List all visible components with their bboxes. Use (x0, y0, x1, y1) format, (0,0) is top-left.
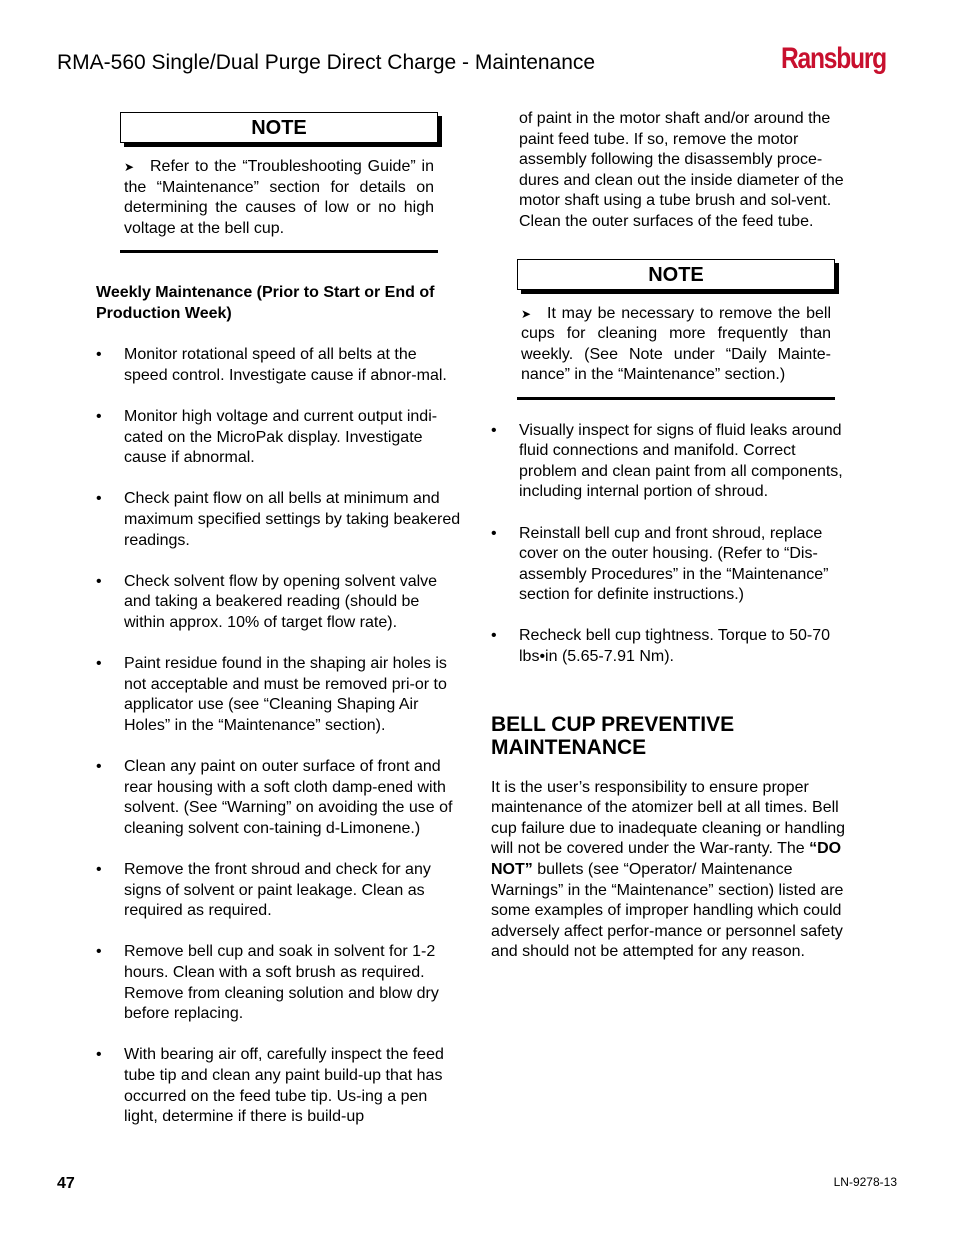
arrow-right-icon: ➤ (521, 306, 532, 321)
ransburg-logo: Ransburg (781, 42, 886, 75)
list-item: • Check paint flow on all bells at minimum and maximum specified settings by taking beakered readings. (96, 489, 464, 551)
list-item: • Monitor high voltage and current output indi-cated on the MicroPak display. Investigate cause if abnormal. (96, 407, 464, 469)
list-item: • Paint residue found in the shaping air holes is not acceptable and must be removed pri-or to applicator use (see “Cleaning Shaping Air Holes” in the “Maintenance” section). (96, 654, 464, 736)
do-not-emphasis: “DO NOT” (491, 840, 842, 879)
right-column (491, 109, 855, 963)
list-item: • Visually inspect for signs of fluid leaks around fluid connections and manifold. Correct problem and clean paint from all components, including internal portion of shroud. (491, 421, 855, 503)
note-label: NOTE (120, 112, 438, 143)
arrow-right-icon: ➤ (124, 160, 135, 174)
note-label: NOTE (517, 259, 835, 290)
list-item: • With bearing air off, carefully inspect the feed tube tip and clean any paint build-up that has occurred on the feed tube tip. Us-ing a pen light, determine if there is build-up (96, 1045, 464, 1127)
note-divider (517, 397, 835, 400)
note-divider (120, 250, 438, 253)
weekly-maintenance-heading: Weekly Maintenance (Prior to Start or End of Production Week) (96, 284, 435, 322)
inspection-list (491, 421, 855, 668)
page-number: 47 (57, 1175, 75, 1192)
note-box-troubleshooting (120, 112, 438, 253)
list-item: • Recheck bell cup tightness. Torque to 50-70 lbs•in (5.65-7.91 Nm). (491, 626, 855, 667)
left-column (96, 112, 464, 1128)
note-text: ➤ Refer to the “Troubleshooting Guide” in the “Maintenance” section for details on determining the causes of low or no high voltage at the bell cup. (124, 158, 434, 237)
note-text: ➤ It may be necessary to remove the bell cups for cleaning more frequently than weekly. (See Note under “Daily Mainte-nance” in the “Maintenance” section.) (521, 304, 831, 384)
list-item: • Clean any paint on outer surface of front and rear housing with a soft cloth damp-ened with solvent. (See “Warning” on avoiding the use of cleaning solvent con-taining d-Limonene.) (96, 757, 464, 839)
document-number: LN-9278-13 (833, 1175, 897, 1189)
page-header-title: RMA-560 Single/Dual Purge Direct Charge - Maintenance (57, 51, 596, 74)
continuation-text: of paint in the motor shaft and/or around the paint feed tube. If so, remove the motor assembly following the disassembly proce-dures and clean out the inside diameter of the motor shaft using a tube brush and sol-vent. Clean the outer surfaces of the feed tube. (519, 110, 844, 230)
weekly-maintenance-list (96, 345, 464, 1128)
list-item: • Reinstall bell cup and front shroud, replace cover on the outer housing. (Refer to “Dis-assembly Procedures” in the “Maintenance” section for definite instructions.) (491, 524, 855, 606)
note-box-bell-cups (517, 259, 835, 400)
list-item: • Monitor rotational speed of all belts at the speed control. Investigate cause if abnor-mal. (96, 345, 464, 386)
bell-cup-preventive-maintenance-heading: BELL CUP PREVENTIVE MAINTENANCE (491, 712, 735, 759)
list-item: • Check solvent flow by opening solvent valve and taking a beakered reading (should be within approx. 10% of target flow rate). (96, 572, 464, 634)
bell-cup-paragraph: It is the user’s responsibility to ensure proper maintenance of the atomizer bell at all times. Bell cup failure due to inadequate cleaning or handling will not be covered under the War-ranty. The “DO NOT” bullets (see “Operator/ Maintenance Warnings” in the “Maintenance” section) listed are some examples of improper handling which could adversely affect perfor-mance or personnel safety and should not be attempted for any reason. (491, 778, 846, 961)
list-item: • Remove bell cup and soak in solvent for 1-2 hours. Clean with a soft brush as required. Remove from cleaning solution and blow dry before replacing. (96, 942, 464, 1024)
list-item: • Remove the front shroud and check for any signs of solvent or paint leakage. Clean as required as required. (96, 860, 464, 922)
